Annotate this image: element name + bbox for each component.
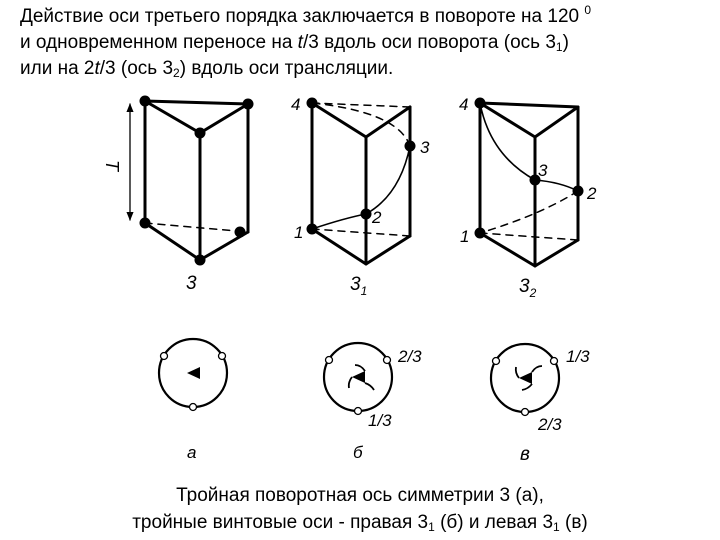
atom-projection: [219, 353, 226, 360]
prism-c-label-3: 3: [538, 161, 548, 180]
prism-c-bottom-front: [480, 233, 578, 266]
prism-b: [312, 103, 410, 264]
prism-a: [130, 101, 248, 262]
degree-sign: 0: [584, 3, 592, 17]
atom: [195, 128, 206, 139]
projection-c-letter: в: [520, 444, 530, 465]
prism-b-axis-label: $3_1$: [350, 274, 368, 298]
atom: [140, 96, 151, 107]
prism-b-label-2: 2: [372, 208, 382, 227]
prism-c-label-1: 1: [460, 227, 470, 246]
atom-projection: [493, 358, 500, 365]
intro-line-1: Действие оси третьего порядка заключается в повороте на 120 $^0$: [20, 3, 592, 27]
atom: [475, 98, 486, 109]
prism-b-bottom-back: [312, 229, 410, 236]
prism-a-top-face: [145, 101, 248, 133]
atom: [405, 141, 416, 152]
projection-b-letter: б: [353, 443, 363, 462]
atom: [361, 209, 372, 220]
prism-c-top-face: [480, 103, 578, 137]
projection-b-upper-label: 2/3: [398, 347, 422, 366]
atom: [307, 224, 318, 235]
prism-c-label-2: 2: [587, 184, 597, 203]
atom-projection: [355, 408, 362, 415]
atom-projection: [522, 409, 529, 416]
projection-a-letter: а: [187, 443, 197, 462]
atom-projection: [384, 357, 391, 364]
period-label: T: [102, 160, 122, 171]
atom: [235, 227, 246, 238]
projection-c-lower-label: 2/3: [538, 415, 562, 434]
atom: [195, 255, 206, 266]
figure-caption: [0, 482, 720, 536]
atom-projection: [190, 404, 197, 411]
atom: [140, 218, 151, 229]
atom: [573, 186, 584, 197]
atom-projection: [551, 358, 558, 365]
prism-a-bottom-front: [145, 223, 248, 260]
intro-line-3: или на 2t/3 (ось $3_2$) вдоль оси трансляции.: [20, 58, 394, 80]
prism-c-helix-back: [480, 191, 578, 233]
prism-c-bottom-back: [480, 233, 578, 240]
atom: [475, 228, 486, 239]
caption-line-2: тройные винтовые оси - правая $3_1$ (б) и левая $3_1$ (в): [132, 512, 588, 534]
caption-line-1: Тройная поворотная ось симметрии 3 (а),: [176, 485, 544, 506]
threefold-axis-icon: [187, 367, 200, 379]
prism-c-label-4: 4: [459, 95, 469, 114]
right-screw-axis-icon: [349, 365, 374, 390]
prism-b-label-1: 1: [294, 223, 304, 242]
left-screw-axis-icon: [516, 366, 542, 390]
atom-projection: [161, 353, 168, 360]
projection-a: [159, 339, 227, 462]
projection-b: [324, 343, 422, 462]
prism-a-axis-label: 3: [186, 273, 197, 294]
prism-c: [480, 103, 578, 266]
atom: [243, 99, 254, 110]
atom-projection: [326, 357, 333, 364]
projection-c-upper-label: 1/3: [566, 347, 590, 366]
prism-c-axis-label: $3_2$: [519, 276, 537, 300]
prism-c-atoms: [475, 98, 584, 239]
prism-b-top-face: [312, 103, 410, 137]
projection-c: [491, 344, 590, 465]
prism-b-atoms: [307, 98, 416, 235]
atom: [307, 98, 318, 109]
prism-a-bottom-back: [145, 223, 248, 232]
prism-b-label-4: 4: [291, 95, 301, 114]
prism-b-label-3: 3: [420, 138, 430, 157]
projection-b-lower-label: 1/3: [368, 411, 392, 430]
intro-line-2: и одновременном переносе на t/3 вдоль оси поворота (ось $3_1$): [20, 32, 569, 54]
prism-b-helix-front: [312, 146, 410, 229]
prism-b-helix-back: [312, 103, 410, 146]
